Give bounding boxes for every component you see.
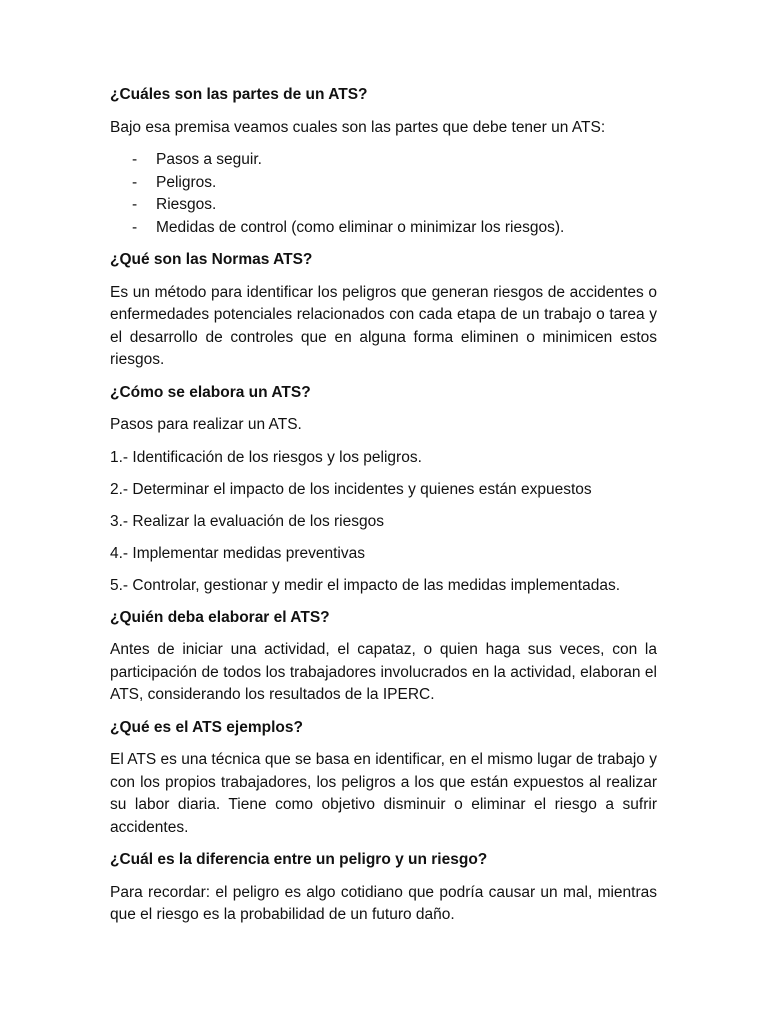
list-item	[110, 172, 657, 195]
list-item-text: Pasos a seguir.	[156, 151, 262, 168]
list-item-text: Riesgos.	[156, 196, 217, 213]
heading-partes-ats: ¿Cuáles son las partes de un ATS?	[110, 86, 368, 103]
body-normas-ats: Es un método para identificar los peligros que generan riesgos de accidentes o enfermedades potenciales relacionados con cada etapa de un trabajo o tarea y el desarrollo de controles que en alguna forma eliminen o minimicen estos riesgos.	[110, 283, 657, 368]
list-item-text: Medidas de control (como eliminar o minimizar los riesgos).	[156, 218, 565, 236]
intro-partes-ats: Bajo esa premisa veamos cuales son las partes que debe tener un ATS:	[110, 118, 606, 136]
body-diferencia: Para recordar: el peligro es algo cotidiano que podría causar un mal, mientras que el riesgo es la probabilidad de un futuro daño.	[110, 883, 657, 923]
heading-elabora-ats: ¿Cómo se elabora un ATS?	[110, 383, 311, 401]
bullet-dash: -	[132, 218, 138, 236]
body-quien-ats: Antes de iniciar una actividad, el capataz, o quien haga sus veces, con la participación de todos los trabajadores involucrados en la actividad, elaboran el ATS, considerando los resultados de la IPERC.	[110, 641, 657, 703]
step-4: 4.- Implementar medidas preventivas	[110, 544, 366, 562]
body-ejemplos-ats: El ATS es una técnica que se basa en identificar, en el mismo lugar de trabajo y con los propios trabajadores, los peligros a los que están expuestos al realizar su labor diaria. Tiene como objetivo disminuir o eliminar el riesgo a sufrir accidentes.	[110, 751, 657, 836]
document-page	[110, 84, 657, 937]
bullet-dash: -	[132, 151, 138, 168]
list-item	[110, 194, 657, 217]
bullet-dash: -	[132, 196, 138, 213]
partes-list	[110, 149, 657, 239]
heading-ejemplos-ats: ¿Qué es el ATS ejemplos?	[110, 718, 303, 736]
list-item-text: Peligros.	[156, 173, 217, 191]
bullet-dash: -	[132, 173, 138, 191]
heading-normas-ats: ¿Qué son las Normas ATS?	[110, 251, 313, 268]
heading-quien-ats: ¿Quién deba elaborar el ATS?	[110, 608, 330, 626]
step-2: 2.- Determinar el impacto de los incidentes y quienes están expuestos	[110, 480, 592, 498]
list-item	[110, 149, 657, 172]
step-3: 3.- Realizar la evaluación de los riesgos	[110, 512, 384, 530]
intro-elabora-ats: Pasos para realizar un ATS.	[110, 416, 302, 433]
step-5: 5.- Controlar, gestionar y medir el impacto de las medidas implementadas.	[110, 576, 621, 594]
list-item	[110, 217, 657, 240]
step-1: 1.- Identificación de los riesgos y los peligros.	[110, 448, 422, 466]
heading-diferencia: ¿Cuál es la diferencia entre un peligro y un riesgo?	[110, 851, 488, 868]
